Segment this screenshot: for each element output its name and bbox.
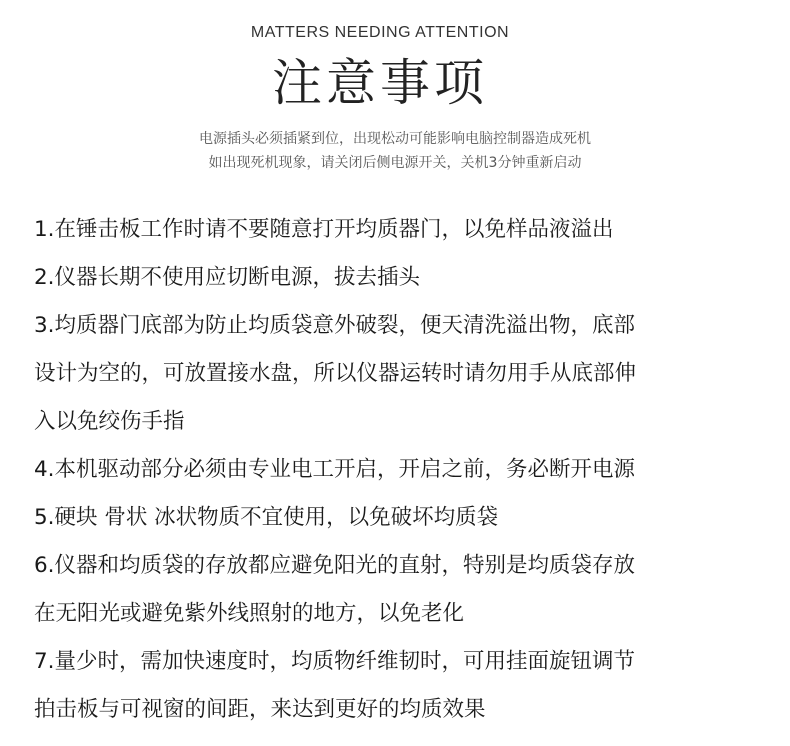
attention-line: 设计为空的，可放置接水盘，所以仪器运转时请勿用手从底部伸	[34, 361, 637, 386]
power-note-line-2: 如出现死机现象，请关闭后侧电源开关，关机3分钟重新启动	[208, 155, 582, 171]
attention-list	[34, 206, 764, 734]
english-subtitle: MATTERS NEEDING ATTENTION	[250, 24, 510, 41]
attention-line: 3.均质器门底部为防止均质袋意外破裂，便天清洗溢出物，底部	[34, 313, 636, 338]
attention-line: 5.硬块 骨状 冰状物质不宜使用，以免破坏均质袋	[34, 505, 499, 530]
attention-line: 4.本机驱动部分必须由专业电工开启，开启之前，务必断开电源	[34, 457, 636, 482]
page-title: 注意事项	[272, 54, 488, 112]
attention-line: 拍击板与可视窗的间距，来达到更好的均质效果	[34, 697, 486, 722]
attention-line: 在无阳光或避免紫外线照射的地方，以免老化	[34, 601, 465, 626]
attention-line: 2.仪器长期不使用应切断电源，拔去插头	[34, 265, 421, 290]
attention-line: 入以免绞伤手指	[34, 409, 185, 434]
attention-line: 1.在锤击板工作时请不要随意打开均质器门，以免样品液溢出	[34, 217, 614, 242]
power-note-line-1: 电源插头必须插紧到位，出现松动可能影响电脑控制器造成死机	[199, 131, 591, 147]
attention-line: 7.量少时，需加快速度时，均质物纤维韧时，可用挂面旋钮调节	[34, 649, 636, 674]
attention-line: 6.仪器和均质袋的存放都应避免阳光的直射，特别是均质袋存放	[34, 553, 636, 578]
